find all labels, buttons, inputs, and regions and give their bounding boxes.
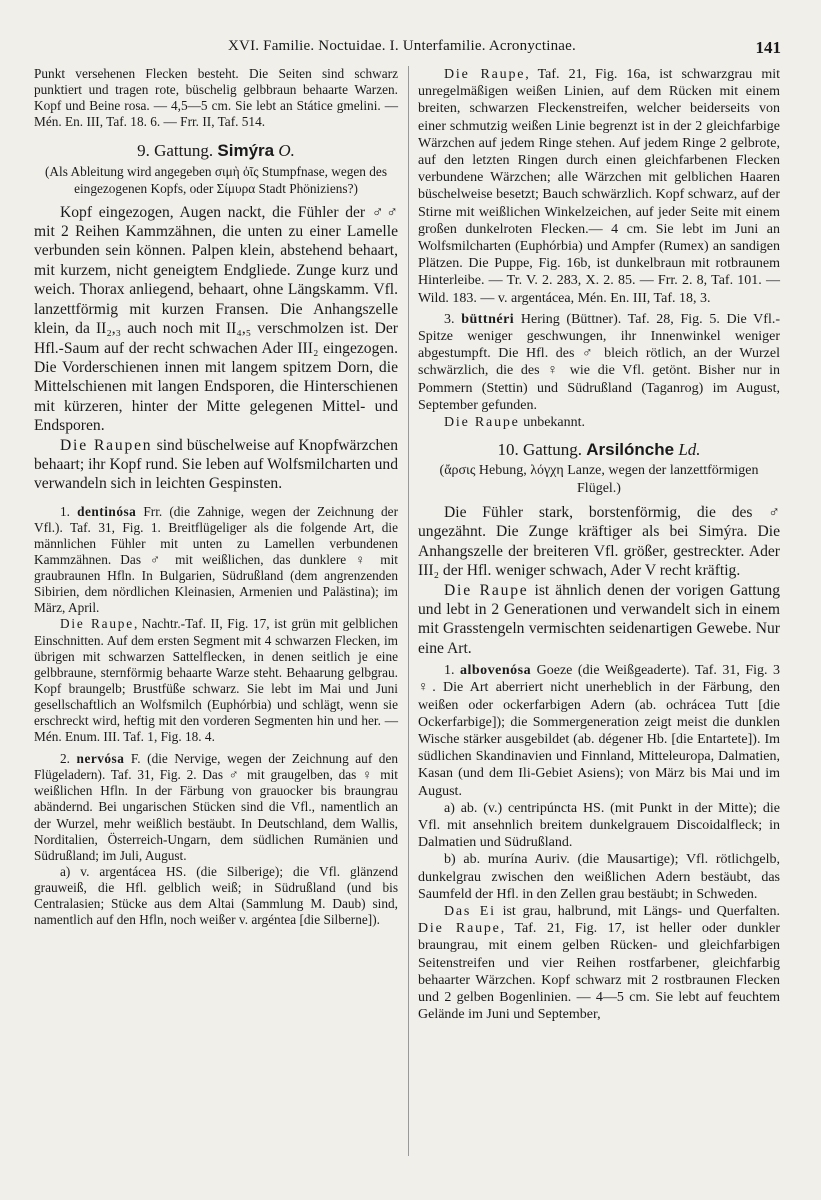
species-number: 2.: [60, 751, 70, 767]
species-number: 3.: [444, 311, 455, 327]
larvae-text: ist ähnlich denen der vorigen Gattung und lebt in 2 Generationen und verwandelt sich in einem mit Grasstengeln vermischten seidenartigen Gewebe. Nur eine Art.: [418, 581, 780, 657]
species-name: dentinósa: [77, 503, 137, 519]
page-number: 141: [755, 38, 781, 57]
genus-name: Simýra: [217, 141, 275, 161]
aberration-centripuncta: a) ab. (v.) centripúncta HS. (mit Punkt in der Mitte); die Vfl. mit ansehnlich breitem dunkelgrauem Discoidalfleck; in Dalmatien und Südrußland.: [418, 800, 780, 851]
genus-number: 10. Gattung.: [497, 440, 582, 460]
species-name: albovenósa: [460, 663, 532, 679]
larva-paragraph-buettneri: [418, 414, 780, 431]
larva-text: , Taf. 21, Fig. 17, ist heller oder dunkler braungrau, mit einem gelben Rücken- und gleichfarbigen Seitenstreifen und vier Reihen rostfarbener, gleichfarbig behaarter Wärzchen. Kopf schwarz mit 2 rostbraunen Flecken und 2 gelben Bogenlinien. — 4—5 cm. Sie lebt auf feuchtem Gelände im Juni und September,: [418, 921, 780, 1023]
larva-label: Die Raupe: [444, 67, 526, 82]
genus-heading-9: [34, 143, 398, 159]
larva-paragraph-nervosa: [418, 66, 780, 307]
genus-author: Ld.: [678, 440, 701, 460]
larva-text: unbekannt.: [519, 415, 586, 431]
larva-paragraph-dentinosa: [34, 616, 398, 745]
genus-name: Arsilónche: [586, 440, 675, 460]
genus-etymology: (Als Ableitung wird angegeben σιμὴ ὀῖς Stumpfnase, wegen des eingezogenen Kopfs, oder Σίμυρα Stadt Phöniziens?): [44, 164, 388, 196]
genus-etymology: (ἄρσις Hebung, λόγχη Lanze, wegen der lanzettförmigen Flügel.): [439, 463, 759, 496]
species-number: 1.: [60, 503, 70, 519]
larva-label: Die Raupe: [60, 616, 134, 632]
larva-label: Die Raupe: [444, 415, 520, 431]
larvae-label: Die Raupen: [60, 436, 153, 454]
genus-author: O.: [278, 141, 295, 161]
species-entry-buettneri: [418, 311, 780, 414]
genus-description: Kopf eingezogen, Augen nackt, die Fühler der ♂♂ mit 2 Reihen Kammzähnen, die unten zu einer Lamelle verbunden sein können. Palpen klein, abstehend behaart, mit kurzem, nicht geneigtem Endgliede. Zunge kurz und weich. Thorax anliegend, behaart, ohne Längskamm. Vfl. lanzettförmig mit kurzen Fransen. Die Anhangszelle klein, da II₂,₃ auch noch mit II₄,₅ verschmolzen ist. Der Hfl.-Saum auf der recht schwachen Ader III₂ eingezogen. Die Vorderschienen innen mit langem spitzem Dorn, die Mittelschienen mit langen Endsporen, die Hinterschienen mit kürzeren, hinter der Mitte gelegenen Mittel- und Endsporen.: [34, 203, 398, 435]
egg-label: Das Ei: [444, 903, 496, 919]
species-entry-albovenosa: [418, 662, 780, 800]
paragraph-continued: Punkt versehenen Flecken besteht. Die Seiten sind schwarz punktiert und tragen rote, büschelig gelbbraun behaarte Warzen. Kopf und Beine rosa. — 4,5—5 cm. Sie lebt an Státice gmelini. — Mén. En. III, Taf. 18. 6. — Frr. II, Taf. 514.: [34, 66, 398, 130]
egg-text: ist grau, halbrund, mit Längs- und Querfalten.: [495, 903, 780, 919]
species-text: F. (die Nervige, wegen der Zeichnung auf den Flügeladern). Taf. 31, Fig. 2. Das ♂ mit graugelben, das ♀ mit weißlichen Hfln. In der Färbung von grauocker bis braungrau abändernd. Bei ungarischen Stücken sind die Vfl., namentlich an der Wurzel, mehr weißlich bestäubt. In Deutschland, dem Wallis, Norditalien, Österreich-Ungarn, dem südlichen Rumänien und Südrußland; im Juli, August.: [34, 751, 398, 863]
running-title: XVI. Familie. Noctuidae. I. Unterfamilie. Acronyctinae.: [228, 38, 576, 54]
larvae-paragraph: [34, 436, 398, 494]
variety-argentacea: a) v. argentácea HS. (die Silberige); die Vfl. glänzend grauweiß, die Hfl. gelblich weiß; in Südrußland (und bis Centralasien; Stücke aus dem Altai (Sammlung M. Daub) sind, namentlich auf den Hfln, noch weißer v. argéntea [die Silberne]).: [34, 863, 398, 928]
species-text: Hering (Büttner). Taf. 28, Fig. 5. Die Vfl.-Spitze weniger geschwungen, ihr Innenwinkel weniger abgestumpft. Die Hfl. des ♂ bleich rötlich, an der Wurzel schwärzlich, die des ♀ wie die Vfl. getönt. Bisher nur in Pommern (Stettin) und Südrußland (Taganrog) im August, September gefunden.: [418, 311, 780, 413]
larvae-text: sind büschelweise auf Knopfwärzchen behaart; ihr Kopf rund. Sie leben auf Wolfsmilcharten und verwandeln sich in leichten Gespinsten.: [34, 436, 398, 493]
species-entry-dentinosa: [34, 504, 398, 617]
genus-description: Die Fühler stark, borstenförmig, die des ♂ ungezähnt. Die Zunge kräftiger als bei Simýra. Die Anhangszelle der breiteren Vfl. größer, gestreckter. Ader III₂ der Hfl. weniger schwach, Ader V recht kräftig.: [418, 503, 780, 580]
species-name: nervósa: [76, 751, 125, 767]
larva-label: Die Raupe: [418, 921, 501, 937]
species-text: Goeze (die Weißgeaderte). Taf. 31, Fig. 3 ♀. Die Art aberriert nicht unerheblich in der Färbung, den weißen oder ockerfarbigen Adern (ab. ochrácea Tutt [die Ockerfarbige]); die Sommergeneration zeigt meist die dunklen Wische stärker ausgebildet (ab. dégener Hb. [die Entartete]). Im südlichen Skandinavien und Finnland, Mitteleuropa, Dalmatien, Kasan (und dem Ili-Gebiet Asiens); von März bis Mai und im August.: [418, 663, 781, 799]
species-name: büttnéri: [461, 311, 515, 327]
column-divider: [408, 66, 409, 1156]
left-column: [34, 66, 398, 928]
egg-and-larva-paragraph: [418, 903, 780, 1023]
larva-text: , Nachtr.-Taf. II, Fig. 17, ist grün mit gelblichen Einschnitten. Auf dem ersten Segment mit 4 schwarzen Flecken, im übrigen mit schwarzen Sattelflecken, in denen seitlich je eine gelbbraune, sternförmig behaarte Warze steht. Behaarung gelbgrau. Kopf braungelb; Brustfüße schwarz. Sie lebt im Mai und Juni gesellschaftlich an Wolfsmilch (Euphórbia) und schlägt, wenn sie erschreckt wird, heftig mit den vorderen Segmenten hin und her. — Mén. Enum. III. Taf. 1, Fig. 18. 4.: [34, 616, 398, 745]
species-number: 1.: [444, 663, 455, 679]
larva-text: , Taf. 21, Fig. 16a, ist schwarzgrau mit unregelmäßigen weißen Linien, auf dem Rücken mit einem breiten, schwarzen Fleckenstreifen, welcher beiderseits von einer schmutzig weißen Linie begrenzt ist in der 2 gleichfarbige Wärzchen auf jedem Ringe stehen. Auf jedem Ringe 2 gelbrote, auf den letzten Ringen durch einen gleichfarbenen Flecken verbundene Wärzchen; alle Wärzchen mit gelblichen Haaren büschelweise besetzt; Bauch schwärzlich. Kopf schwarz, auf der Stirne mit weißlichen Winkelzeichen, auf jeder Seite mit einem großen dunkelroten Flecken.— 4 cm. Sie lebt im Juni an Wolfsmilcharten (Euphórbia) und Ampfer (Rumex) an sandigen Plätzen. Die Puppe, Fig. 16b, ist dunkelbraun mit rotbraunem Hinterleibe. — Tr. V. 2. 283, X. 2. 85. — Frr. 2. 8, Taf. 101. — Wild. 183. — v. argentácea, Mén. En. III, Taf. 18, 3.: [418, 67, 780, 306]
larvae-label: Die Raupe: [444, 581, 529, 599]
running-header: [0, 38, 821, 60]
genus-heading-10: [418, 441, 780, 458]
genus-number: 9. Gattung.: [137, 141, 214, 161]
larvae-paragraph: [418, 581, 780, 659]
right-column: [418, 66, 780, 1023]
species-text: Frr. (die Zahnige, wegen der Zeichnung der Vfl.). Taf. 31, Fig. 1. Breitflügeliger als die folgende Art, die männlichen Fühler mit unten zu Lamellen verbundenen Kammzähnen. Das ♂ mit weißlichen, das dunklere ♀ mit graubraunen Hfln. In Bulgarien, Südrußland (dem angrenzenden Sibirien, dem nördlichen Kleinasien, Armenien und Palästina); im März, April.: [34, 503, 399, 616]
species-entry-nervosa: [34, 751, 398, 864]
aberration-murina: b) ab. murína Auriv. (die Mausartige); Vfl. rötlichgelb, dunkelgrau zwischen den weißlichen Adern bestäubt, das Saumfeld der Hfl. in den Zellen grau bestäubt; in Schweden.: [418, 852, 780, 902]
